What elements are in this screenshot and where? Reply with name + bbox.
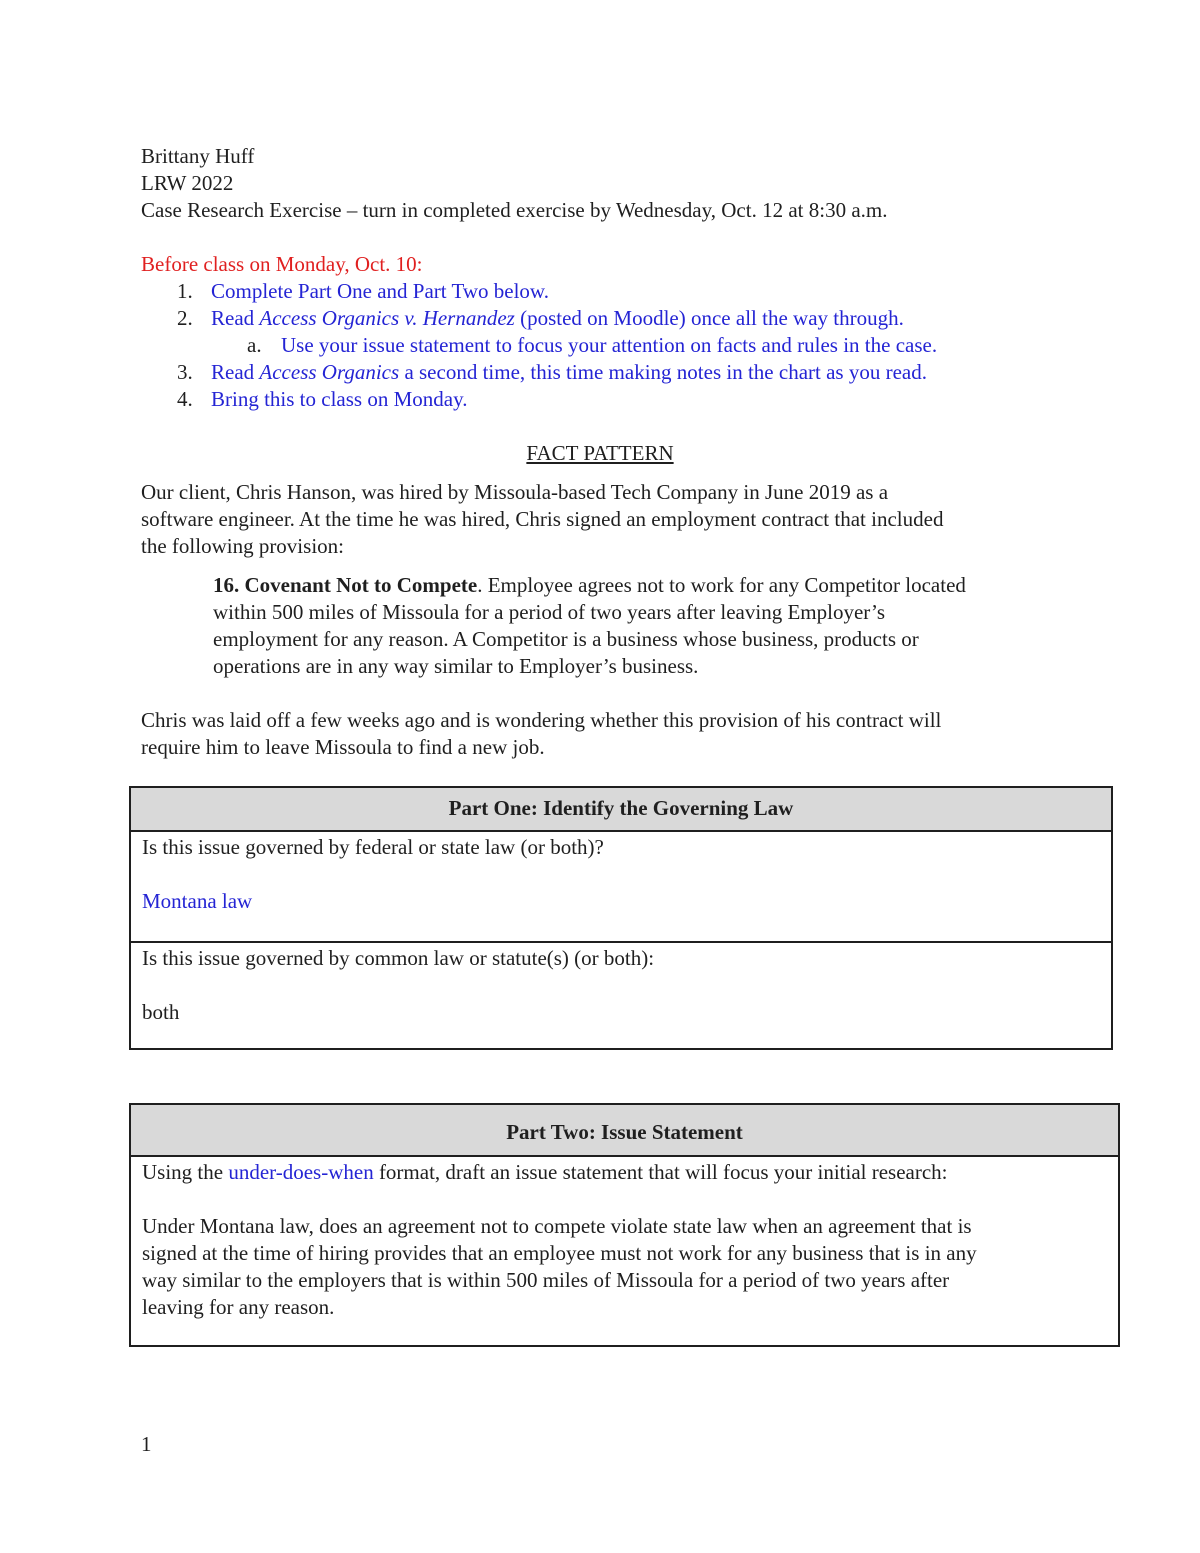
fact-intro-line: Our client, Chris Hanson, was hired by Missoula-based Tech Company in June 2019 as a [141,480,889,504]
part-one-question: Is this issue governed by federal or state law (or both)? [142,835,604,859]
todo-item-number: 2. [177,306,193,330]
fact-closing-line: require him to leave Missoula to find a new job. [141,735,545,759]
todo-item-text: Complete Part One and Part Two below. [211,279,549,303]
todo-item-4 [177,386,467,413]
fact-closing-line: Chris was laid off a few weeks ago and is wondering whether this provision of his contract will [141,708,942,732]
todo-item-2 [177,305,904,332]
part-one-answer[interactable]: Montana law [142,889,253,913]
case-name: Access Organics [259,360,400,384]
under-does-when-link[interactable]: under-does-when [228,1160,374,1184]
fact-intro-line: the following provision: [141,534,344,558]
part-two-title: Part Two: Issue Statement [131,1105,1118,1157]
provision-line: operations are in any way similar to Employer’s business. [213,654,699,678]
todo-item-text: Read [211,360,260,384]
fact-pattern-heading: FACT PATTERN [526,441,674,465]
issue-statement-line[interactable]: Under Montana law, does an agreement not to compete violate state law when an agreement that is [142,1214,972,1238]
todo-item-text: Read [211,306,260,330]
fact-intro-line: software engineer. At the time he was hired, Chris signed an employment contract that included [141,507,944,531]
prompt-text: Using the [142,1160,229,1184]
part-one-answer[interactable]: both [142,1000,180,1024]
part-one-question-cell [131,832,1111,941]
part-one-table [129,786,1113,1050]
todo-item-1 [177,278,549,305]
todo-item-number: 3. [177,360,193,384]
part-one-question-cell [131,941,1111,1048]
prompt-text: format, draft an issue statement that will focus your initial research: [373,1160,948,1184]
part-one-title: Part One: Identify the Governing Law [131,788,1111,832]
todo-item-number: 1. [177,279,193,303]
part-two-cell [131,1157,1118,1345]
todo-item-text: Bring this to class on Monday. [211,387,468,411]
todo-item-number: 4. [177,387,193,411]
part-two-table [129,1103,1120,1347]
part-two-prompt [142,1159,1107,1186]
author-name: Brittany Huff [141,144,255,168]
todo-item-number: a. [247,333,262,357]
todo-item-text: Use your issue statement to focus your attention on facts and rules in the case. [281,333,938,357]
provision-line: within 500 miles of Missoula for a period of two years after leaving Employer’s [213,600,886,624]
issue-statement-line[interactable]: way similar to the employers that is within 500 miles of Missoula for a period of two years after [142,1268,950,1292]
provision-line: employment for any reason. A Competitor is a business whose business, products or [213,627,919,651]
issue-statement-line[interactable]: leaving for any reason. [142,1295,335,1319]
todo-item-text: a second time, this time making notes in the chart as you read. [399,360,927,384]
assignment-line: Case Research Exercise – turn in completed exercise by Wednesday, Oct. 12 at 8:30 a.m. [141,198,888,222]
todo-item-text: (posted on Moodle) once all the way through. [514,306,904,330]
page-number: 1 [141,1432,152,1456]
provision-text: . Employee agrees not to work for any Competitor located [477,573,966,597]
todo-subitem-a [247,332,937,359]
part-one-question: Is this issue governed by common law or statute(s) (or both): [142,946,655,970]
before-class-heading: Before class on Monday, Oct. 10: [141,252,423,276]
provision-title: 16. Covenant Not to Compete [213,573,478,597]
course-label: LRW 2022 [141,171,234,195]
case-name: Access Organics v. Hernandez [259,306,515,330]
todo-item-3 [177,359,927,386]
issue-statement-line[interactable]: signed at the time of hiring provides that an employee must not work for any business that is in any [142,1241,977,1265]
provision-line [213,572,966,599]
